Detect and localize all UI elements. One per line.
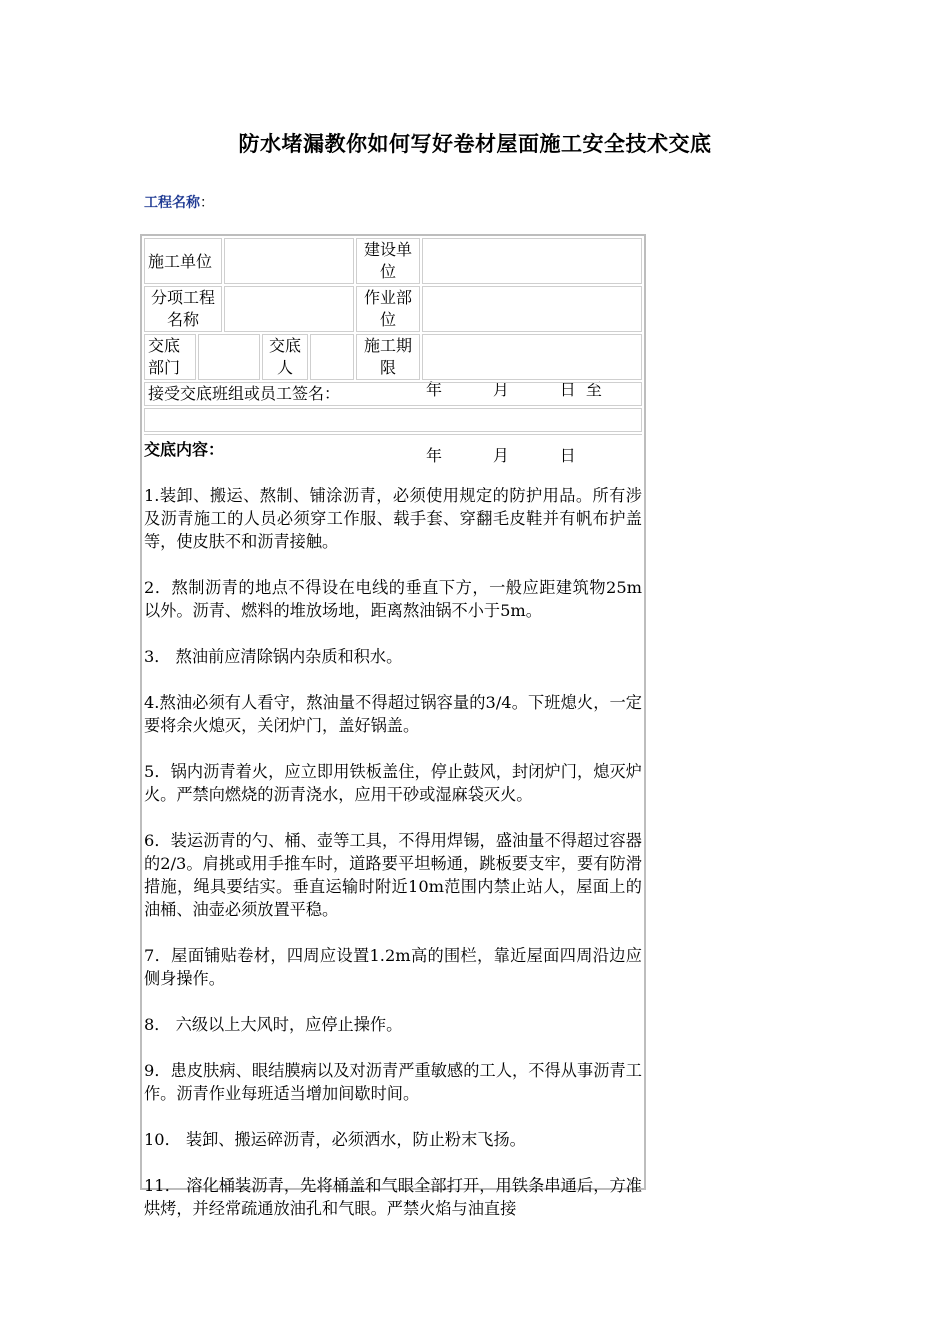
label-sub-project-line1: 分项工程 xyxy=(150,288,215,307)
disclosure-table xyxy=(140,234,646,1218)
content-item: 8． 六级以上大风时，应停止操作。 xyxy=(144,1015,403,1034)
project-name-field xyxy=(144,192,214,212)
label-construction-period xyxy=(356,334,420,380)
label-construction-unit: 施工单位 xyxy=(144,238,222,284)
sub-project-value xyxy=(224,286,354,332)
content-item: 1.装卸、搬运、熬制、铺涂沥青，必须使用规定的防护用品。所有涉及沥青施工的人员必须穿工作服、载手套、穿翻毛皮鞋并有帆布护盖等，使皮肤不和沥青接触。 xyxy=(144,486,642,551)
signature-label: 接受交底班组或员工签名： xyxy=(144,382,642,406)
content-heading: 交底内容： xyxy=(144,440,225,459)
work-location-value xyxy=(422,286,642,332)
label-work-location-line2: 位 xyxy=(379,310,396,329)
period-start: 年 月 日 至 xyxy=(426,380,602,399)
label-disclosure-dept-line2: 部门 xyxy=(148,358,181,377)
project-name-colon: ： xyxy=(200,195,214,211)
content-item: 2．熬制沥青的地点不得设在电线的垂直下方，一般应距建筑物25m以外。沥青、燃料的堆放场地，距离熬油锅不小于5m。 xyxy=(144,578,642,620)
owner-unit-value xyxy=(422,238,642,284)
content-item: 6．装运沥青的勺、桶、壶等工具，不得用焊锡，盛油量不得超过容器的2/3。肩挑或用手推车时，道路要平坦畅通，跳板要支牢，要有防滑措施，绳具要结实。垂直运输时附近10m范围内禁止站人，屋面上的油桶、油壶必须放置平稳。 xyxy=(144,831,642,919)
label-work-location-line1: 作业部 xyxy=(363,288,412,307)
document-title: 防水堵漏教你如何写好卷材屋面施工安全技术交底 xyxy=(238,132,712,156)
label-period-line1: 施工期 xyxy=(363,336,412,355)
content-item: 5．锅内沥青着火，应立即用铁板盖住，停止鼓风，封闭炉门，熄灭炉火。严禁向燃烧的沥青浇水，应用干砂或湿麻袋灭火。 xyxy=(144,762,642,804)
content-item: 9．患皮肤病、眼结膜病以及对沥青严重敏感的工人，不得从事沥青工作。沥青作业每班适当增加间歇时间。 xyxy=(144,1061,642,1103)
label-owner-unit-line2: 位 xyxy=(379,262,396,281)
label-period-line2: 限 xyxy=(379,358,396,377)
label-sub-project-name xyxy=(144,286,222,332)
content-item: 10． 装卸、搬运碎沥青，必须洒水，防止粉末飞扬。 xyxy=(144,1130,526,1149)
label-discloser xyxy=(262,334,308,380)
signature-value xyxy=(144,408,642,432)
content-item: 11． 溶化桶装沥青，先将桶盖和气眼全部打开，用铁条串通后，方准烘烤，并经常疏通放油孔和气眼。严禁火焰与油直接 xyxy=(144,1176,642,1218)
content-item: 7．屋面铺贴卷材，四周应设置1.2m高的围栏，靠近屋面四周沿边应侧身操作。 xyxy=(144,946,642,988)
label-work-location xyxy=(356,286,420,332)
construction-period-value xyxy=(422,334,642,465)
project-name-label: 工程名称 xyxy=(144,195,200,211)
construction-unit-value xyxy=(224,238,354,284)
label-discloser-line1: 交底 xyxy=(268,336,301,355)
label-disclosure-dept xyxy=(144,334,196,380)
period-end: 年 月 日 xyxy=(426,446,576,465)
label-disclosure-dept-line1: 交底 xyxy=(148,336,181,355)
label-owner-unit-line1: 建设单 xyxy=(363,240,412,259)
label-discloser-line2: 人 xyxy=(276,358,293,377)
disclosure-content xyxy=(144,438,642,1243)
divider xyxy=(144,434,642,435)
discloser-value xyxy=(310,334,354,380)
label-sub-project-line2: 名称 xyxy=(166,310,199,329)
label-owner-unit xyxy=(356,238,420,284)
disclosure-dept-value xyxy=(198,334,260,380)
content-item: 4.熬油必须有人看守，熬油量不得超过锅容量的3/4。下班熄火，一定要将余火熄灭，关闭炉门，盖好锅盖。 xyxy=(144,693,642,735)
content-item: 3． 熬油前应清除锅内杂质和积水。 xyxy=(144,647,403,666)
